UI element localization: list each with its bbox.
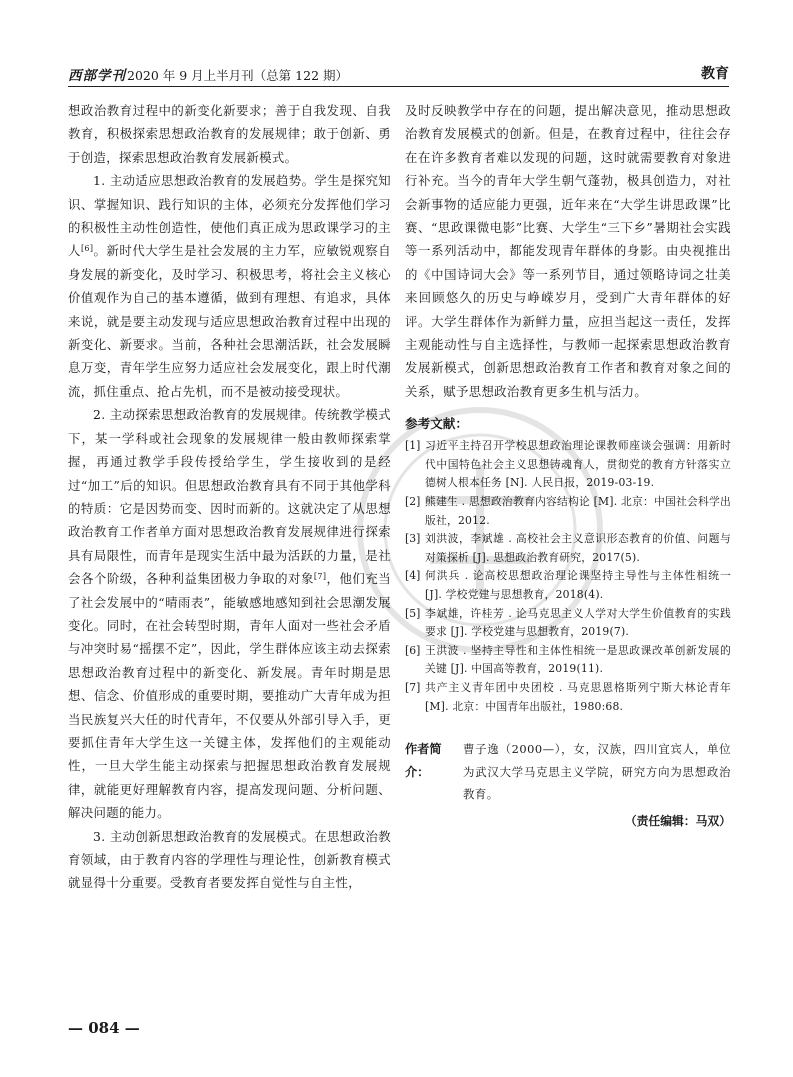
reference-list (405, 437, 731, 716)
citation-marker: [6] (80, 244, 94, 254)
reference-text: 何洪兵 . 论高校思想政治理论课坚持主导性与主体性相统一 [J]. 学校党建与思想教育，2018(4). (425, 569, 731, 602)
paragraph-text: 2. 主动探索思想政治教育的发展规律。传统教学模式下，某一学科或社会现象的发展规律一般由教师探索掌握，再通过教学手段传授给学生，学生接收到的是经过“加工”后的知识。但思想政治教育具有不同于其他学科的特质：它是因势而变、因时而新的。这就决定了从思想政治教育工作者单方面对思想政治教育发展规律进行探索具有局限性，而青年是现实生活中最为活跃的力量，是社会各个阶级，各种利益集团极力争取的对象 (68, 407, 391, 587)
body-paragraph: 及时反映教学中存在的问题，提出解决意见，推动思想政治教育发展模式的创新。但是，在教育过程中，往往会存在在许多教育者难以发现的问题，这时就需要教育对象进行补充。当今的青年大学生朝气蓬勃，极具创造力，对社会新事物的适应能力更强，近年来在“大学生讲思政课”比赛、“思政课微电影”比赛、大学生“三下乡”暑期社会实践等一系列活动中，都能发现青年群体的身影。由央视推出的《中国诗词大会》等一系列节目，通过领略诗词之壮美来回顾悠久的历史与峥嵘岁月，受到广大青年群体的好评。大学生群体作为新鲜力量，应担当起这一责任，发挥主观能动性与自主选择性，与教师一起探索思想政治教育发展新模式，创新思想政治教育工作者和教育对象之间的关系，赋予思想政治教育更多生机与活力。 (405, 103, 731, 399)
reference-text: 王洪波 . 坚持主导性和主体性相统一是思政课改革创新发展的关键 [J]. 中国高等教育，2019(11). (425, 643, 731, 676)
author-bio-text: 曹子逸（2000—），女，汉族，四川宜宾人，单位为武汉大学马克思主义学院，研究方向为思想政治教育。 (463, 742, 731, 802)
header-divider (68, 86, 729, 87)
body-paragraph (68, 403, 391, 824)
journal-logo: 西部学刊 (68, 68, 126, 84)
reference-number: [2] (405, 495, 421, 509)
body-paragraph (68, 169, 391, 403)
reference-item (405, 679, 731, 716)
reference-number: [3] (405, 532, 421, 546)
responsible-editor: （责任编辑：马双） (624, 813, 731, 828)
citation-marker: [7] (313, 572, 327, 582)
reference-number: [1] (405, 439, 421, 453)
paragraph-text: 1. 主动适应思想政治教育的发展趋势。学生是探究知识、掌握知识、践行知识的主体，必须充分发挥他们学习的积极性主动性创造性，使他们真正成为思政课学习的主人 (68, 173, 391, 259)
reference-number: [7] (405, 681, 421, 694)
reference-number: [6] (405, 643, 421, 657)
running-header (68, 62, 729, 84)
reference-item (405, 437, 731, 493)
reference-text: 刘洪波，李斌雄 . 高校社会主义意识形态教育的价值、问题与对策探析 [J]. 思想政治教育研究，2017(5). (425, 532, 731, 564)
reference-text: 习近平主持召开学校思想政治理论课教师座谈会强调：用新时代中国特色社会主义思想铸魂育人，贯彻党的教育方针落实立德树人根本任务 [N]. 人民日报，2019-03-19. (425, 439, 731, 490)
issue-info: 2020 年 9 月上半月刊（总第 122 期） (127, 68, 348, 83)
reference-item (405, 530, 731, 567)
body-paragraph: 3. 主动创新思想政治教育的发展模式。在思想政治教育领域，由于教育内容的学理性与理论性，创新教育模式就显得十分重要。受教育者要发挥自觉性与自主性， (68, 828, 391, 891)
reference-text: 熊建生 . 思想政治教育内容结构论 [M]. 北京：中国社会科学出版社，2012. (425, 495, 731, 527)
body-paragraph: 想政治教育过程中的新变化新要求；善于自我发现、自我教育，积极探索思想政治教育的发展规律；敢于创新、勇于创造，探索思想政治教育发展新模式。 (68, 103, 391, 165)
references-heading: 参考文献： (405, 416, 468, 432)
reference-text: 李斌雄，许桂芳 . 论马克思主义人学对大学生价值教育的实践要求 [J]. 学校党建与思想教育，2019(7). (425, 606, 731, 639)
left-column (68, 99, 391, 895)
author-bio (405, 738, 731, 806)
page-number: — 084 — (68, 1019, 140, 1037)
reference-number: [5] (405, 606, 421, 620)
paragraph-text: 。新时代大学生是社会发展的主力军，应敏锐观察自身发展的新变化，及时学习、积极思考，将社会主义核心价值观作为自己的基本遵循，做到有理想、有追求，具体来说，就是要主动发现与适应思想政治教育过程中出现的新变化、新要求。当前，各种社会思潮活跃，社会发展瞬息万变，青年学生应努力适应社会发展变化，跟上时代潮流，抓住重点、抢占先机，而不是被动接受现状。 (68, 243, 391, 399)
reference-text: 共产主义青年团中央团校 . 马克思恩格斯列宁斯大林论青年 [M]. 北京：中国青年出版社，1980:68. (425, 681, 731, 713)
reference-item (405, 642, 731, 679)
reference-item (405, 605, 731, 642)
reference-item (405, 493, 731, 530)
paragraph-text: ，他们充当了社会发展中的“晴雨表”，能敏感地感知到社会思潮发展变化。同时，在社会转型时期，青年人面对一些社会矛盾与冲突时易“摇摆不定”，因此，学生群体应该主动去探索思想政治教育过程中的新变化、新发展。青年时期是思想、信念、价值形成的重要时期，要推动广大青年成为担当民族复兴大任的时代青年，不仅要从外部引导入手，更要抓住青年大学生这一关键主体，发挥他们的主观能动性，一旦大学生能主动探索与把握思想政治教育发展规律，就能更好理解教育内容，提高发现问题、分析问题、解决问题的能力。 (68, 571, 392, 821)
right-column (405, 99, 731, 829)
reference-number: [4] (405, 569, 421, 583)
reference-item (405, 567, 731, 604)
author-bio-label: 作者简介： (405, 742, 442, 779)
section-label: 教育 (701, 66, 729, 82)
header-issue (68, 64, 348, 84)
